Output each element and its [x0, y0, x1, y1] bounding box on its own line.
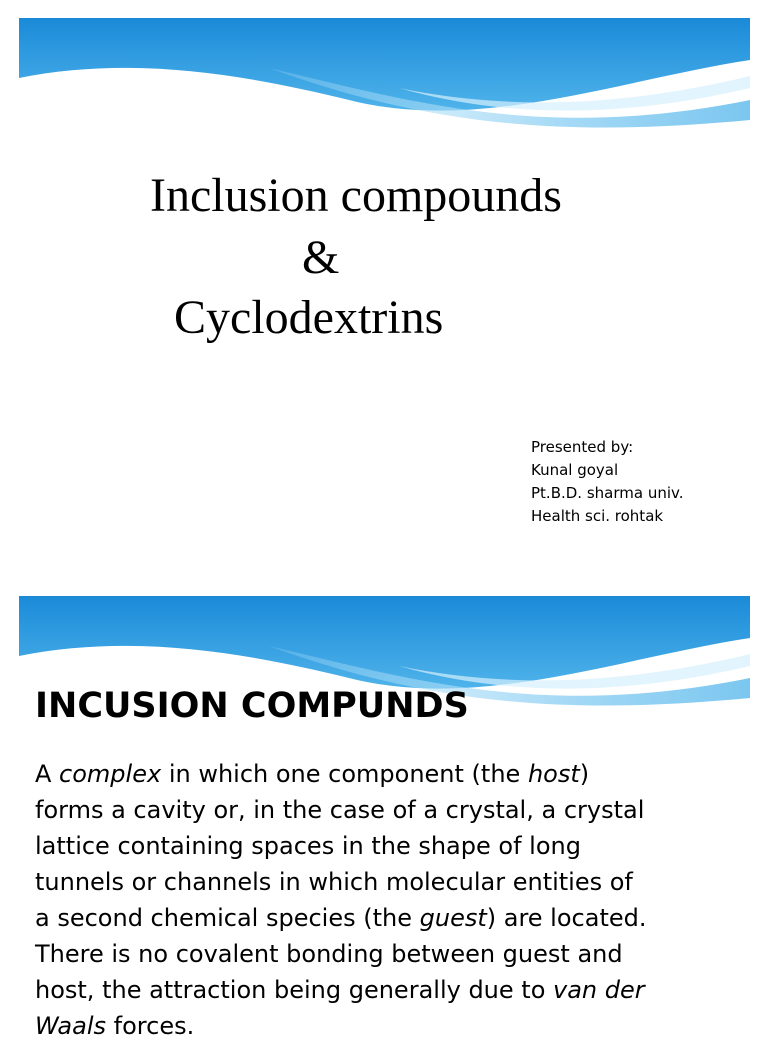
- paragraph-line: [35, 900, 735, 936]
- text-run: in which one component (the: [161, 760, 528, 788]
- italic-term-host: host: [527, 760, 580, 788]
- slide-title-line-2: &: [302, 231, 340, 284]
- text-run: A: [35, 760, 60, 788]
- text-run: ) are located.: [486, 904, 647, 932]
- text-run: host, the attraction being generally due to: [35, 976, 554, 1004]
- text-run: a second chemical species (the: [35, 904, 420, 932]
- italic-term-van-der: van der: [553, 976, 645, 1004]
- italic-term-guest: guest: [419, 904, 487, 932]
- paragraph-line: [35, 972, 735, 1008]
- presenter-line-2: Kunal goyal: [531, 461, 619, 479]
- presenter-info: [531, 436, 684, 528]
- paragraph-line: There is no covalent bonding between guest and: [35, 940, 623, 968]
- presenter-line-3: Pt.B.D. sharma univ.: [531, 484, 684, 502]
- paragraph-line: [35, 756, 735, 792]
- text-run: forces.: [106, 1012, 195, 1040]
- text-run: ): [579, 760, 590, 788]
- presenter-line-4: Health sci. rohtak: [531, 507, 664, 525]
- presenter-line-1: Presented by:: [531, 438, 634, 456]
- italic-term-complex: complex: [59, 760, 162, 788]
- slide-heading: INCUSION COMPUNDS: [35, 686, 469, 726]
- title-slide: [19, 18, 750, 566]
- content-slide: [19, 596, 750, 1040]
- paragraph-line: forms a cavity or, in the case of a crystal, a crystal: [35, 796, 645, 824]
- definition-paragraph: [35, 756, 735, 1044]
- italic-term-waals: Waals: [35, 1012, 107, 1040]
- paragraph-line: tunnels or channels in which molecular entities of: [35, 868, 633, 896]
- paragraph-line: [35, 1008, 735, 1044]
- header-wave-graphic: [19, 18, 750, 138]
- slide-title-line-1: Inclusion compounds: [150, 169, 562, 222]
- paragraph-line: lattice containing spaces in the shape of long: [35, 832, 581, 860]
- slide-title-line-3: Cyclodextrins: [174, 291, 444, 344]
